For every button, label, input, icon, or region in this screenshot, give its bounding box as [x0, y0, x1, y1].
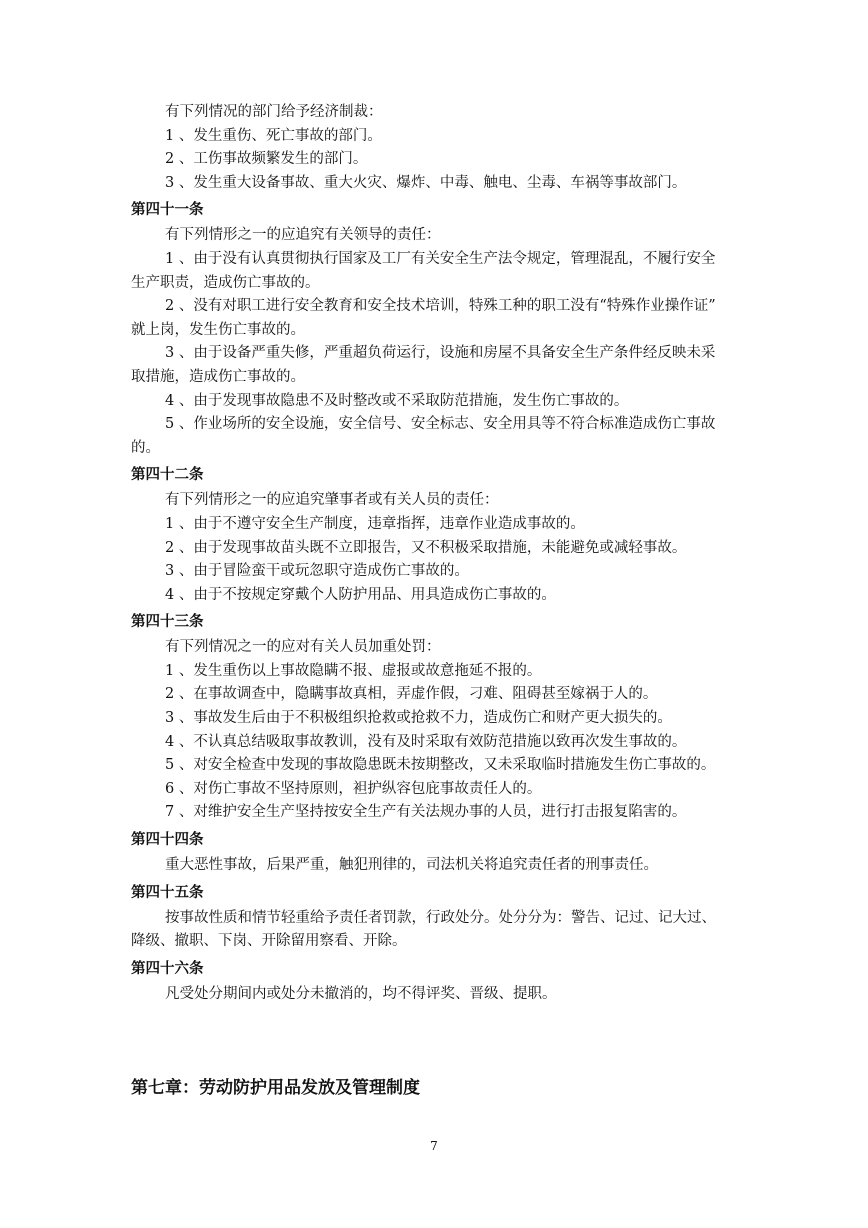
list-item: 3 、事故发生后由于不积极组织抢救或抢救不力，造成伤亡和财产更大损失的。 [165, 710, 672, 727]
article-44 [0, 829, 868, 878]
article-text: 重大恶性事故，后果严重，触犯刑律的，司法机关将追究责任者的刑事责任。 [165, 857, 658, 874]
article-heading: 第四十二条 [131, 467, 204, 484]
list-item-line: 5 、作业场所的安全设施，安全信号、安全标志、安全用具等不符合标准造成伤亡事故 [165, 416, 716, 433]
sanction-section [0, 101, 868, 195]
article-42 [0, 464, 868, 607]
article-text-continuation: 降级、撤职、下岗、开除留用察看、开除。 [131, 933, 407, 950]
section-lead: 有下列情况的部门给予经济制裁： [165, 104, 383, 120]
article-heading: 第四十三条 [131, 614, 204, 631]
list-item-continuation: 就上岗，发生伤亡事故的。 [131, 321, 305, 338]
list-item [0, 248, 868, 295]
list-item-line: 3 、由于设备严重失修，严重超负荷运行，设施和房屋不具备安全生产条件经反映未采 [165, 345, 716, 362]
list-item: 4 、不认真总结吸取事故教训，没有及时采取有效防范措施以致再次发生事故的。 [165, 733, 687, 750]
list-item: 2 、工伤事故频繁发生的部门。 [165, 151, 368, 168]
list-item: 7 、对维护安全生产坚持按安全生产有关法规办事的人员，进行打击报复陷害的。 [165, 804, 687, 821]
article-41 [0, 199, 868, 460]
article-lead: 有下列情况之一的应对有关人员加重处罚： [165, 639, 441, 656]
article-lead: 有下列情形之一的应追究肇事者或有关人员的责任： [165, 492, 499, 509]
list-item: 5 、对安全检查中发现的事故隐患既未按期整改，又未采取临时措施发生伤亡事故的。 [165, 757, 716, 774]
list-item: 6 、对伤亡事故不坚持原则，袒护纵容包庇事故责任人的。 [165, 780, 542, 797]
list-item [0, 295, 868, 342]
article-heading: 第四十五条 [131, 884, 204, 901]
list-item: 1 、发生重伤、死亡事故的部门。 [165, 127, 382, 144]
list-item: 4 、由于不按规定穿戴个人防护用品、用具造成伤亡事故的。 [165, 586, 556, 603]
article-heading: 第四十一条 [131, 202, 204, 219]
chapter-title: 第七章：劳动防护用品发放及管理制度 [131, 1078, 420, 1098]
list-item: 1 、发生重伤以上事故隐瞒不报、虚报或故意拖延不报的。 [165, 662, 542, 679]
list-item: 1 、由于不遵守安全生产制度，违章指挥，违章作业造成事故的。 [165, 515, 585, 532]
list-item-continuation: 的。 [131, 439, 160, 456]
article-heading: 第四十六条 [131, 960, 204, 977]
list-item-continuation: 生产职责，造成伤亡事故的。 [131, 274, 320, 291]
article-45 [0, 882, 868, 954]
article-heading: 第四十四条 [131, 832, 204, 849]
list-item [0, 342, 868, 389]
list-item-line: 1 、由于没有认真贯彻执行国家及工厂有关安全生产法令规定，管理混乱，不履行安全 [165, 250, 716, 267]
list-item: 2 、由于发现事故苗头既不立即报告，又不积极采取措施，未能避免或减轻事故。 [165, 539, 687, 556]
list-item [0, 413, 868, 460]
list-item: 3 、发生重大设备事故、重大火灾、爆炸、中毒、触电、尘毒、车祸等事故部门。 [165, 174, 687, 191]
list-item [0, 390, 868, 414]
list-item-line: 2 、没有对职工进行安全教育和安全技术培训，特殊工种的职工没有“特殊作业操作证” [165, 298, 716, 315]
article-text: 凡受处分期间内或处分未撤消的，均不得评奖、晋级、提职。 [165, 985, 557, 1002]
article-lead: 有下列情形之一的应追究有关领导的责任： [165, 227, 441, 244]
page-number: 7 [430, 1139, 438, 1153]
list-item: 3 、由于冒险蛮干或玩忽职守造成伤亡事故的。 [165, 563, 469, 580]
list-item: 2 、在事故调查中，隐瞒事故真相，弄虚作假，刁难、阻碍甚至嫁祸于人的。 [165, 686, 658, 703]
article-text [0, 907, 868, 954]
page-content [0, 101, 868, 1006]
list-item-line: 4 、由于发现事故隐患不及时整改或不采取防范措施，发生伤亡事故的。 [165, 392, 629, 409]
article-43 [0, 611, 868, 825]
article-text-line: 按事故性质和情节轻重给予责任者罚款，行政处分。处分分为：警告、记过、记大过、 [165, 909, 716, 926]
list-item-continuation: 取措施，造成伤亡事故的。 [131, 368, 305, 385]
article-46 [0, 958, 868, 1007]
